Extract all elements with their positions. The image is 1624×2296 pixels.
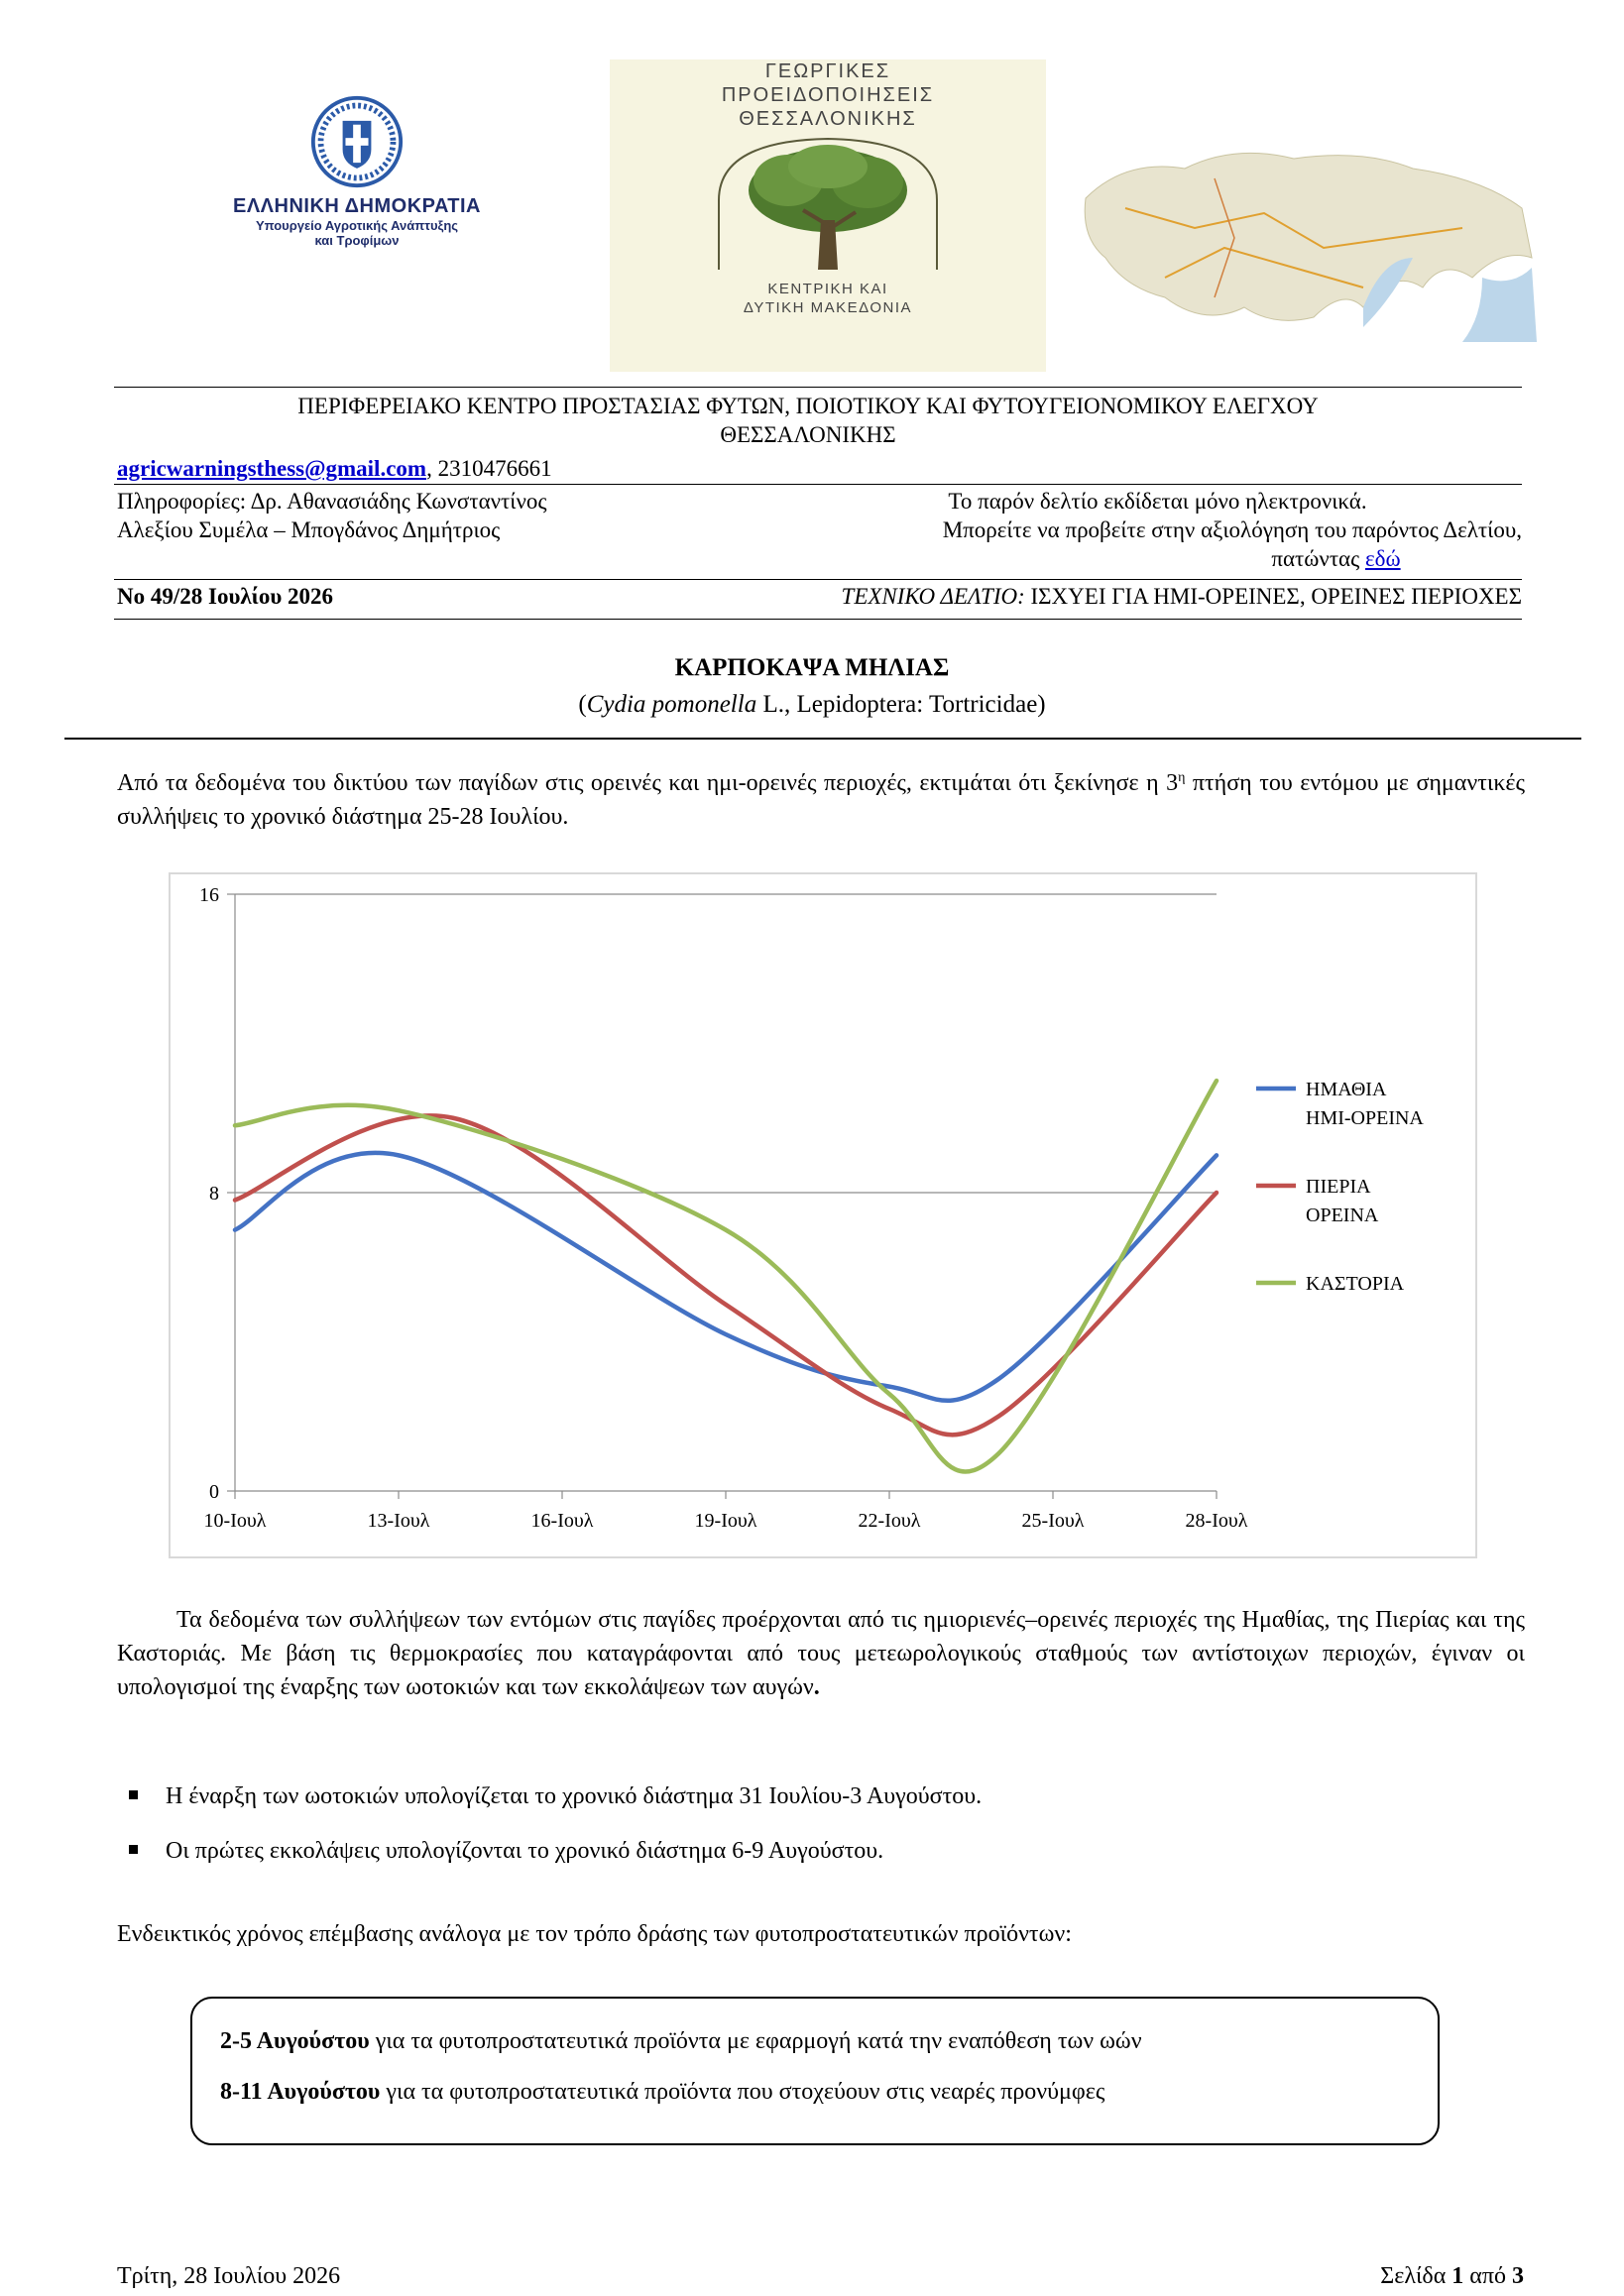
intervention-desc-larvae: για τα φυτοπροστατευτικά προϊόντα που στοχεύουν στις νεαρές προνύμφες bbox=[380, 2079, 1105, 2105]
intro-text-a: Από τα δεδομένα του δικτύου των παγίδων στις ορεινές και ημι-ορεινές περιοχές, εκτιμάται ότι ξεκίνησε η 3 bbox=[117, 770, 1179, 796]
chart-canvas bbox=[171, 874, 1475, 1556]
x-tick-label: 13-Ιουλ bbox=[367, 1510, 430, 1532]
ministry-line2: και Τροφίμων bbox=[314, 233, 400, 248]
greek-republic-logo bbox=[208, 94, 506, 273]
trap-captures-chart bbox=[169, 872, 1477, 1558]
intervention-timing-box bbox=[190, 1997, 1440, 2145]
warn-logo-line5: ΔΥΤΙΚΗ ΜΑΚΕΔΟΝΙΑ bbox=[743, 299, 913, 316]
gov-name: ΕΛΛΗΝΙΚΗ ΔΗΜΟΚΡΑΤΙΑ bbox=[233, 195, 481, 217]
intro-text-b: πτήση του εντόμου με σημαντικές συλλήψεις το χρονικό διάστημα 25-28 Ιουλίου. bbox=[117, 770, 1526, 830]
page-total: 3 bbox=[1512, 2263, 1524, 2289]
x-tick-label: 28-Ιουλ bbox=[1185, 1510, 1248, 1532]
timing-intro: Ενδεικτικός χρόνος επέμβασης ανάλογα με τον τρόπο δράσης των φυτοπροστατευτικών προϊόντων: bbox=[117, 1921, 1072, 1947]
footer-date: Τρίτη, 28 Ιουλίου 2026 bbox=[117, 2263, 341, 2289]
bulletin-top-rule bbox=[114, 579, 1522, 580]
intervention-desc-eggs: για τα φυτοπροστατευτικά προϊόντα με εφαρμογή κατά την εναπόθεση των ωών bbox=[369, 2028, 1142, 2054]
bullet-icon bbox=[129, 1845, 138, 1854]
contact-persons bbox=[117, 487, 546, 544]
org-title-line2: ΘΕΣΣΑΛΟΝΙΚΗΣ bbox=[720, 422, 896, 447]
data-source-text: Τα δεδομένα των συλλήψεων των εντόμων στις παγίδες προέρχονται από τις ημιοριενές–ορεινές περιοχές της Ημαθίας, της Πιερίας και της Καστοριάς. Με βάση τις θερμοκρασίες που καταγράφονται από τους μετεωρολογικούς σταθμούς των αντίστοιχων περιοχών, έγιναν οι υπολογισμοί της έναρξης των ωοτοκιών και των εκκολάψεων των αυγών bbox=[117, 1607, 1525, 1700]
bulletin-scope-text: ΙΣΧΥΕΙ ΓΙΑ ΗΜΙ-ΟΡΕΙΝΕΣ, ΟΡΕΙΝΕΣ ΠΕΡΙΟΧΕΣ bbox=[1024, 584, 1522, 609]
info-line1: Πληροφορίες: Δρ. Αθανασιάδης Κωνσταντίνος bbox=[117, 489, 547, 514]
subtitle-open-paren: ( bbox=[578, 691, 587, 718]
page-number bbox=[1289, 2263, 1524, 2290]
x-tick-label: 16-Ιουλ bbox=[530, 1510, 594, 1532]
evaluate-prefix: πατώντας bbox=[1271, 546, 1365, 571]
scientific-name bbox=[0, 691, 1624, 719]
agricultural-warnings-logo bbox=[610, 59, 1046, 372]
series-line bbox=[235, 1081, 1217, 1471]
evaluate-link[interactable]: εδώ bbox=[1364, 546, 1401, 571]
title-rule bbox=[64, 738, 1581, 740]
bulletin-notes bbox=[773, 487, 1522, 573]
x-tick-label: 10-Ιουλ bbox=[203, 1510, 267, 1532]
intervention-row-larvae bbox=[220, 2075, 1410, 2109]
list-item bbox=[129, 1834, 883, 1868]
region-map-image bbox=[1066, 139, 1537, 342]
contact-line bbox=[117, 454, 552, 483]
list-item bbox=[129, 1779, 982, 1813]
bulletin-number: Νο 49/28 Ιουλίου 2026 bbox=[117, 584, 334, 609]
intervention-row-eggs bbox=[220, 2024, 1410, 2058]
organization-title bbox=[114, 392, 1502, 449]
org-title-line1: ΠΕΡΙΦΕΡΕΙΑΚΟ ΚΕΝΤΡΟ ΠΡΟΣΤΑΣΙΑΣ ΦΥΤΩΝ, ΠΟΙΟΤΙΚΟΥ ΚΑΙ ΦΥΤΟΥΓΕΙΟΝΟΜΙΚΟΥ ΕΛΕΓΧΟΥ bbox=[297, 394, 1319, 418]
contact-rule bbox=[114, 484, 1522, 485]
intro-paragraph bbox=[117, 761, 1525, 834]
warn-logo-line3: ΘΕΣΣΑΛΟΝΙΚΗΣ bbox=[739, 108, 917, 130]
series-line bbox=[235, 1115, 1217, 1435]
bullet-text-oviposition: Η έναρξη των ωοτοκιών υπολογίζεται το χρονικό διάστημα 31 Ιουλίου-3 Αυγούστου. bbox=[166, 1783, 983, 1809]
x-tick-label: 19-Ιουλ bbox=[694, 1510, 757, 1532]
ministry-name bbox=[208, 218, 506, 248]
document-title: ΚΑΡΠΟΚΑΨΑ ΜΗΛΙΑΣ bbox=[674, 654, 950, 681]
page-prefix: Σελίδα bbox=[1380, 2263, 1452, 2289]
legend-label: ΟΡΕΙΝΑ bbox=[1306, 1205, 1379, 1226]
greek-emblem-icon bbox=[309, 94, 405, 189]
phone-number: , 2310476661 bbox=[426, 456, 552, 481]
electronic-note: Το παρόν δελτίο εκδίδεται μόνο ηλεκτρονικά. bbox=[948, 489, 1367, 514]
data-source-paragraph bbox=[117, 1603, 1525, 1704]
bullet-text-hatching: Οι πρώτες εκκολάψεις υπολογίζονται το χρονικό διάστημα 6-9 Αυγούστου. bbox=[166, 1838, 884, 1864]
bullet-icon bbox=[129, 1790, 138, 1799]
page-mid: από bbox=[1463, 2263, 1512, 2289]
bulletin-bottom-rule bbox=[114, 619, 1522, 620]
intervention-dates-larvae: 8-11 Αυγούστου bbox=[220, 2079, 381, 2105]
legend-label: ΠΙΕΡΙΑ bbox=[1306, 1176, 1371, 1198]
legend-label: ΗΜΙ-ΟΡΕΙΝΑ bbox=[1306, 1107, 1424, 1129]
ministry-line1: Υπουργείο Αγροτικής Ανάπτυξης bbox=[255, 218, 459, 233]
series-line bbox=[235, 1153, 1217, 1401]
email-link[interactable]: agricwarningsthess@gmail.com bbox=[117, 456, 427, 481]
evaluate-link-line bbox=[773, 544, 1522, 573]
info-line2: Αλεξίου Συμέλα – Μπογδάνος Δημήτριος bbox=[117, 517, 501, 542]
species-name: Cydia pomonella bbox=[586, 691, 757, 718]
bulletin-type: ΤΕΧΝΙΚΟ ΔΕΛΤΙΟ: bbox=[841, 584, 1025, 609]
legend-label: ΚΑΣΤΟΡΙΑ bbox=[1306, 1273, 1405, 1295]
y-tick-label: 16 bbox=[199, 884, 219, 906]
y-tick-label: 0 bbox=[209, 1481, 219, 1503]
warn-logo-line2: ΠΡΟΕΙΔΟΠΟΙΗΣΕΙΣ bbox=[721, 84, 935, 106]
header-top-rule bbox=[114, 387, 1522, 388]
x-tick-label: 22-Ιουλ bbox=[858, 1510, 921, 1532]
taxonomy-text: L., Lepidoptera: Tortricidae) bbox=[756, 691, 1046, 718]
legend-label: ΗΜΑΘΙΑ bbox=[1306, 1079, 1387, 1100]
data-source-end: . bbox=[813, 1674, 820, 1700]
warn-logo-line4: ΚΕΝΤΡΙΚΗ ΚΑΙ bbox=[767, 281, 888, 297]
tree-icon bbox=[679, 131, 977, 280]
evaluate-note: Μπορείτε να προβείτε στην αξιολόγηση του παρόντος Δελτίου, bbox=[942, 517, 1522, 542]
y-tick-label: 8 bbox=[209, 1183, 219, 1205]
bulletin-scope bbox=[595, 582, 1522, 611]
intervention-dates-eggs: 2-5 Αυγούστου bbox=[220, 2028, 370, 2054]
intro-sup: η bbox=[1178, 770, 1186, 785]
x-tick-label: 25-Ιουλ bbox=[1021, 1510, 1085, 1532]
page-current: 1 bbox=[1451, 2263, 1464, 2289]
warn-logo-line1: ΓΕΩΡΓΙΚΕΣ bbox=[764, 60, 891, 82]
